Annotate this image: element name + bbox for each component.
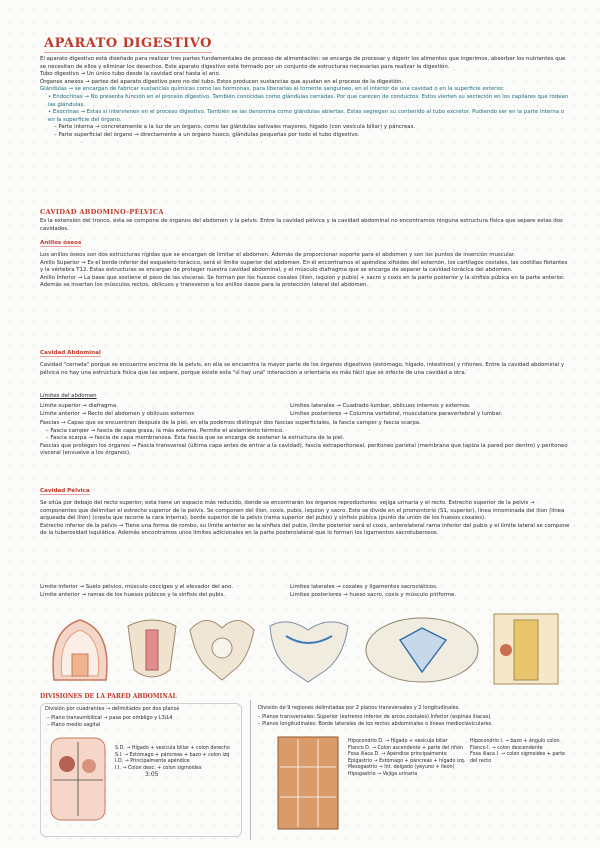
bony-pelvis-figure <box>186 610 258 688</box>
region-flanco-i: Flanco I. → colon descendente <box>470 745 543 751</box>
pelvic-limites-laterales: Límites laterales → coxales y ligamentos sacrociáticos. <box>290 584 438 590</box>
region-hipocondrio-d: Hipocondrio D. → Hígado + vesícula biliar <box>348 739 448 744</box>
fascias: Fascias → Capas que se encuentran después de la piel, en ella podemos distinguir dos fascias superficiales, la fascia camper y fascia scarpa. <box>40 420 421 426</box>
limites-left-col <box>40 403 290 418</box>
pelvis-outline-figure <box>264 610 354 688</box>
pelvis-front-figure <box>122 610 182 688</box>
limite-anterior: Límite anterior → Recto del abdomen y oblicuos externos <box>40 410 195 417</box>
pelvic-limite-anterior: Límite anterior → ramas de los huesos púbicos y la sínfisis del pubis. <box>40 591 225 598</box>
intro-organos: Órganos anexos → partes del aparato digestivo pero no del tubo. Estos producen sustancias que ayudan en el proceso de la digestión. <box>40 78 404 85</box>
regiones-header: División de 9 regiones delimitadas por 2 planos transversales y 2 longitudinales. <box>258 705 460 711</box>
quadrants-torso-figure <box>47 734 109 824</box>
region-fosa-iliaca-d: Fosa ilíaca D. → Apéndice principalmente <box>348 752 447 758</box>
region-epigastrio: Epigastrio → Estómago + páncreas + hígado izq. <box>348 758 466 764</box>
region-hipogastrio: Hipogastrio → Vejiga urinaria <box>348 771 418 777</box>
fascia-camper: – Fascia camper → fascia de capa grasa, la más externa. Permite el aislamiento térmico. <box>46 427 284 434</box>
intro-glandulas: Glándulas → se encargan de fabricar sustancias químicas como las hormonas, para liberarlas al torrente sanguíneo, en el interior de una cavidad o en la superficie exterior. <box>40 86 505 93</box>
intro-parte-superficial: – Parte superficial del órgano → directamente a un órgano hueco, glándulas pequeñas por todo el tubo digestivo. <box>54 131 360 138</box>
subsection-cavidad-abdominal: Cavidad Abdominal <box>40 350 101 356</box>
region-hipocondrio-i: Hipocondrio I. → bazo + ángulo colon <box>470 739 560 744</box>
region-fosa-iliaca-i: Fosa ilíaca I. → colon sigmoides + parte del recto <box>470 752 566 764</box>
intro-block <box>40 56 572 140</box>
limites-abdomen-title: Límites del abdomen <box>40 393 97 399</box>
regions-right-list <box>470 739 568 765</box>
pelvic-limits-right <box>290 584 570 599</box>
limites-laterales: Límites laterales → Cuadrado lumbar, oblicuos internos y externos. <box>290 403 471 409</box>
intro-exocrinas: • Exocrinas → Estas sí intervienen en el proceso digestivo. También se las denomina como glándulas abiertas. Estas segregan su contenido al tubo excretor. Pudiendo ser en la parte interna o en la superficie del órgano. <box>48 109 565 123</box>
intro-paragraph: El aparato digestivo está diseñado para realizar tres partes fundamentales de proceso de alimentación: se encarga de procesar y digerir los alimentos que ingerimos, absorber los nutrientes que se necesitan de ellos y eliminar los desechos. Este aparato digestivo está formado por un conjunto de estructuras necesarias para realizar la digestión. <box>40 56 566 70</box>
abdominal-wall-section-figure <box>44 610 116 688</box>
regiones-box <box>256 703 570 835</box>
limites-right-col <box>290 403 570 418</box>
cuadrantes-header: División por cuadrantes → delimitados por dos planos <box>45 706 180 712</box>
cavidad-abdominal-text: Cavidad "cerrada" porque se encuentra encima de la pelvis, en ella se encuentra la mayor parte de los órganos digestivos (estómago, hígado, intestinos) y riñones. Entre la cavidad abdominal y pélvica no hay una estructura física que las separe, porque existe esta "sí hay una" interacción a orientarla es más fácil que se infecte de una cavidad a otra. <box>40 362 565 376</box>
quadrant-sd: S.D. → Hígado + vesícula biliar + colon derecho <box>115 746 230 751</box>
limites-posteriores: Límites posteriores → Columna vertebral, musculatura paravertebral y lumbar. <box>290 410 503 417</box>
quadrant-id: I.D. → Principalmente apéndice <box>115 759 190 765</box>
anatomy-figures <box>44 610 564 690</box>
region-mesogastrio: Mesogastrio → Int. delgado (yeyuno + íleon) <box>348 765 455 771</box>
intro-tubo: Tubo digestivo → Un único tubo desde la cavidad oral hasta el ano. <box>40 71 221 78</box>
quadrant-ii: I.I. → Colon desc. + colon sigmoides <box>115 765 202 771</box>
subsection-cavidad-pelvica: Cavidad Pélvica <box>40 488 90 494</box>
cavidad-pelvica-block <box>40 500 572 538</box>
quadrants-list <box>115 746 239 779</box>
page-title: APARATO DIGESTIVO <box>44 36 212 51</box>
pelvica-text-2: Estrecho inferior de la pelvis → Tiene una forma de rombo, su límite anterior es la sínfisis del pubis, límite posterior será el coxis, anterolateral rama inferior del pubis y el límite lateral se compone de la tuberosidad isquiática. Además encontramos unos límites adicionales en la parte posterolateral que lo forman los ligamentos sacrotuberosos. <box>40 522 570 537</box>
fascias-organos: Fascias que protegen los órganos → Fascia transversal (última capa antes de entrar a la cavidad), fascia extraperitoneal, peritoneo parietal (membrana que tapiza la pared por dentro) y peritoneo visceral (envuelve a los órganos). <box>40 442 568 457</box>
quadrants-time: 3:05 <box>145 771 159 779</box>
cuadrantes-plano-1: – Plano transumbilical → pasa por ombligo y L3/L4 <box>47 715 173 721</box>
quadrant-si: S.I. → Estómago + páncreas + bazo + colon izq <box>115 752 230 758</box>
anillos-block <box>40 252 572 290</box>
nine-regions-figure <box>276 735 340 831</box>
fascias-block <box>40 420 572 458</box>
divisions-title: DIVISIONES DE LA PARED ABDOMINAL <box>40 693 177 700</box>
regiones-longitudinales: – Planos longitudinales: Borde laterales de los rectos abdominales o líneas medioclaviculares. <box>258 721 493 727</box>
cuadrantes-plano-2: – Plano medio sagital <box>47 722 101 728</box>
limite-superior: Límite superior → diafragma <box>40 403 117 409</box>
section1-text: Es la extensión del tronco, ésta se compone de órganos del abdomen y la pelvis. Entre la cavidad pélvica y la cavidad abdominal no encontramos ninguna estructura física que separe estas dos cavidades. <box>40 218 563 232</box>
pelvic-limite-inferior: Límite inferior → Suelo pélvico, músculo coccígeo y el elevador del ano. <box>40 584 234 590</box>
anillo-superior: Anillo Superior → Es el borde inferior del esqueleto torácico, será el límite superior del abdomen. En él encontramos el apéndice xifoides del esternón, los cartílagos costales, las costillas flotantes y la vértebra T12. Estas estructuras se encargan de proteger nuestra cavidad abdominal, y el músculo diafragma que se encarga de separar la cavidad torácica del abdomen. <box>40 259 568 274</box>
regions-left-list <box>348 739 466 779</box>
pelvic-limites-posteriores: Límites posteriores → hueso sacro, coxis y músculo piriforme. <box>290 591 457 598</box>
intro-endocrinas: • Endocrinas → No presenta función en el proceso digestivo. También conocidas como glándulas cerradas. Por que carecen de conductos. Estos vierten su secreción en los capilares que rodean las glándulas. <box>48 93 569 108</box>
anillo-inferior: Anillo Inferior → La base que sostiene el peso de las vísceras. Se forman por los huesos coxales (ilion, isquion y pubis) + sacro y coxis en la parte posterior y la sínfisis púbica en la parte anterior. <box>40 274 565 281</box>
section-cavidad-abdomino-pelvica: CAVIDAD ABDOMINO-PÉLVICA <box>40 208 164 216</box>
subsection-anillos-oseos: Anillos óseos <box>40 240 82 246</box>
abdominal-organs-figure <box>490 610 562 688</box>
anillos-musculos: Además se insertan los músculos rectos, oblicuos y transverso a los anillos óseos para la protección lateral del abdomen. <box>40 282 369 289</box>
intro-parte-interna: – Parte interna → concretamente a la luz de un órgano, como las glándulas salivales mayores, hígado (con vesícula biliar) y páncreas. <box>54 124 416 131</box>
fascia-scarpa: – Fascia scarpa → fascia de capa membranosa. Esta fascia que se encarga de sostener la estructura de la piel. <box>46 435 345 442</box>
cuadrantes-box <box>40 703 242 837</box>
section-divider <box>250 700 251 840</box>
region-flanco-d: Flanco D. → Colon ascendente + parte del riñón <box>348 745 464 751</box>
pelvic-inlet-figure <box>362 610 482 688</box>
regiones-transversales: – Planos transversales: Superior (extremo inferior de arcos costales) Inferior (espinas iliacas) <box>258 714 491 720</box>
pelvica-text-1: Se sitúa por debajo del recto superior, esta tiene un espacio más reducido, donde se encontrarán los órganos reproductores: vejiga urinaria y el recto. Estrecho superior de la pelvis → componentes que delimitan el estrecho superior de la pelvis. Se componen del ilion, coxis, pubis, isquion y sacro. Este se divide en el promontorio (S1, superior), línea innominada del ilion (línea arqueada del ilion) (cresta que recorre la cara interna), borde superior de la pelvis (rama superior del pubis) y sínfisis púbica (punto de unión de los huesos coxales). <box>40 500 565 522</box>
pelvic-limits-left <box>40 584 290 599</box>
anillos-intro: Los anillos óseos son dos estructuras rígidas que se encargan de limitar el abdomen. Además de proporcionar soporte para el abdomen y son los puntos de inserción muscular. <box>40 252 516 258</box>
